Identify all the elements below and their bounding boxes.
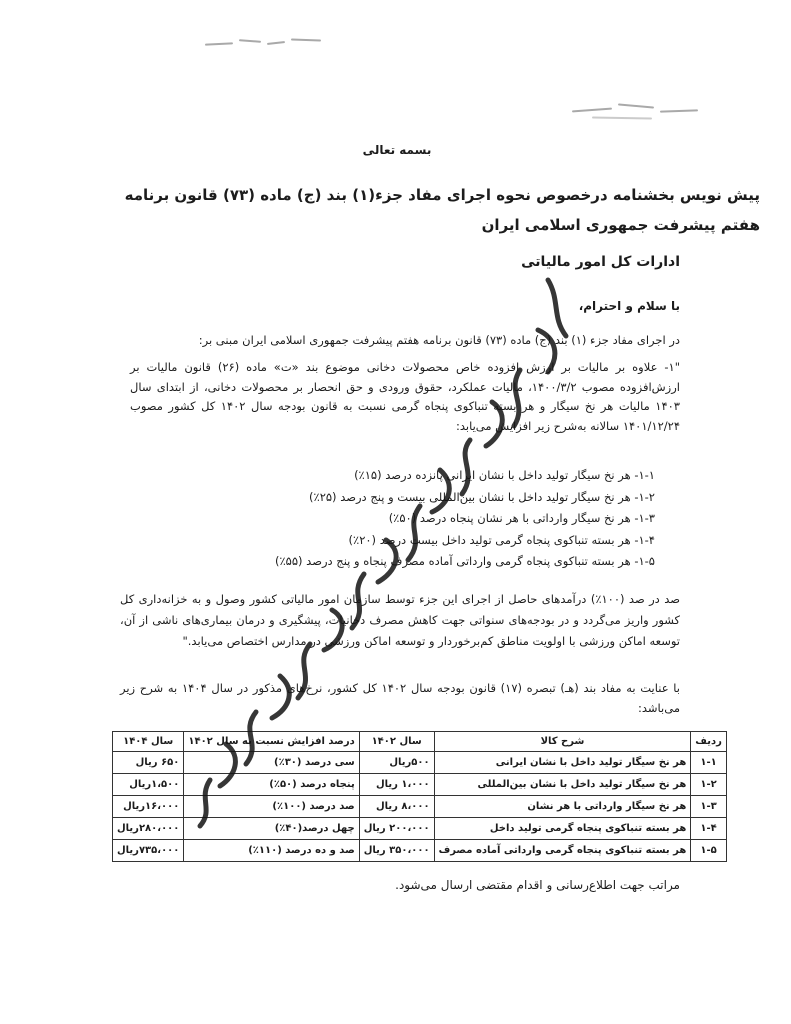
table-row <box>113 752 727 774</box>
table-row <box>113 774 727 796</box>
table-row <box>113 796 727 818</box>
column-header-row-number: ردیف <box>691 732 727 752</box>
document-title: پیش نویس بخشنامه درخصوص نحوه اجرای مفاد جزء(۱) بند (ج) ماده (۷۳) قانون برنامه هفتم پیشرفت جمهوری اسلامی ایران <box>124 186 760 234</box>
cell-rate-1404: ۷۳۵،۰۰۰ریال <box>113 840 184 862</box>
greeting: با سلام و احترام، <box>578 299 680 313</box>
bismillah-heading: بسمه تعالی <box>362 143 432 157</box>
increase-list <box>200 465 655 573</box>
cell-row-number: ۱-۴ <box>691 818 727 840</box>
closing-sentence: مراتب جهت اطلاع‌رسانی و اقدام مقتضی ارسال می‌شود. <box>395 878 680 892</box>
column-header-increase-percent: درصد افزایش نسبت به سال ۱۴۰۲ <box>184 732 359 752</box>
cell-increase: پنجاه درصد (۵۰٪) <box>184 774 359 796</box>
cell-row-number: ۱-۲ <box>691 774 727 796</box>
cell-row-number: ۱-۳ <box>691 796 727 818</box>
faint-stamp-mark <box>572 95 702 125</box>
cell-description: هر نخ سیگار تولید داخل با نشان ایرانی <box>434 752 691 774</box>
cell-rate-1402: ۲۰۰،۰۰۰ ریال <box>359 818 434 840</box>
table-header-row <box>113 732 727 752</box>
cell-description: هر نخ سیگار تولید داخل با نشان بین‌المللی <box>434 774 691 796</box>
cell-row-number: ۱-۵ <box>691 840 727 862</box>
column-header-description: شرح کالا <box>434 732 691 752</box>
cell-rate-1404: ۲۸۰،۰۰۰ریال <box>113 818 184 840</box>
rates-intro-paragraph: با عنایت به مفاد بند (هـ) تبصره (۱۷) قانون بودجه سال ۱۴۰۲ کل کشور، نرخ‌های مذکور در سال ۱۴۰۴ به شرح زیر می‌باشد: <box>120 681 680 715</box>
cell-rate-1402: ۳۵۰،۰۰۰ ریال <box>359 840 434 862</box>
cell-description: هر نخ سیگار وارداتی با هر نشان <box>434 796 691 818</box>
cell-rate-1404: ۱،۵۰۰ریال <box>113 774 184 796</box>
list-item: ۱-۴- هر بسته تنباکوی پنجاه گرمی تولید داخل بیست درصد (۲۰٪) <box>348 532 655 547</box>
cell-rate-1402: ۵۰۰ریال <box>359 752 434 774</box>
list-item: ۱-۱- هر نخ سیگار تولید داخل با نشان ایرانی پانزده درصد (۱۵٪) <box>354 468 655 482</box>
column-header-year-1404: سال ۱۴۰۴ <box>113 732 184 752</box>
cell-rate-1402: ۱،۰۰۰ ریال <box>359 774 434 796</box>
cell-increase: چهل درصد(۴۰٪) <box>184 818 359 840</box>
table-row <box>113 818 727 840</box>
faint-handwritten-note <box>205 35 325 53</box>
cell-increase: سی درصد (۳۰٪) <box>184 752 359 774</box>
cell-description: هر بسته تنباکوی پنجاه گرمی تولید داخل <box>434 818 691 840</box>
cell-increase: صد درصد (۱۰۰٪) <box>184 796 359 818</box>
cell-rate-1404: ۶۵۰ ریال <box>113 752 184 774</box>
cell-row-number: ۱-۱ <box>691 752 727 774</box>
list-item: ۱-۲- هر نخ سیگار تولید داخل با نشان بین‌المللی بیست و پنج درصد (۲۵٪) <box>309 489 655 504</box>
cell-increase: صد و ده درصد (۱۱۰٪) <box>184 840 359 862</box>
table-row <box>113 840 727 862</box>
revenue-allocation-paragraph: صد در صد (۱۰۰٪) درآمدهای حاصل از اجرای این جزء توسط سازمان امور مالیاتی کشور وصول و به خزانه‌داری کل کشور واریز می‌گردد و در بودجه‌های سنواتی جهت کاهش مصرف دخانیات، پیشگیری و درمان بیماری‌های ناشی از آن، توسعه اماکن ورزشی با اولویت مناطق کم‌برخوردار و توسعه اماکن ورزشی در مدارس اختصاص می‌یابد." <box>120 592 680 648</box>
column-header-year-1402: سال ۱۴۰۲ <box>359 732 434 752</box>
cell-rate-1402: ۸،۰۰۰ ریال <box>359 796 434 818</box>
cell-rate-1404: ۱۶،۰۰۰ریال <box>113 796 184 818</box>
addressee: ادارات کل امور مالیاتی <box>521 254 680 270</box>
list-item: ۱-۵- هر بسته تنباکوی پنجاه گرمی وارداتی آماده مصرف پنجاه و پنج درصد (۵۵٪) <box>274 554 655 568</box>
intro-paragraph: در اجرای مفاد جزء (۱) بند (ج) ماده (۷۳) قانون برنامه هفتم پیشرفت جمهوری اسلامی ایران مبنی بر: <box>198 333 680 347</box>
list-item: ۱-۳- هر نخ سیگار وارداتی با هر نشان پنجاه درصد (۵۰٪) <box>388 511 655 525</box>
law-quote-paragraph: "۱- علاوه بر مالیات بر ارزش افزوده خاص محصولات دخانی موضوع بند «ت» ماده (۲۶) قانون مالیات بر ارزش‌افزوده مصوب ۱۴۰۰/۳/۲، مالیات عملکرد، حقوق ورودی و حق انحصار بر محصولات دخانی، از ابتدای سال ۱۴۰۳ مالیات هر نخ سیگار و هر بسته تنباکوی پنجاه گرمی نسبت به قانون بودجه سال ۱۴۰۲ کل کشور مصوب ۱۴۰۱/۱۲/۲۴ سالانه به‌شرح زیر افزایش می‌یابد: <box>130 360 680 433</box>
tax-rates-table <box>112 731 727 862</box>
cell-description: هر بسته تنباکوی پنجاه گرمی وارداتی آماده مصرف <box>434 840 691 862</box>
